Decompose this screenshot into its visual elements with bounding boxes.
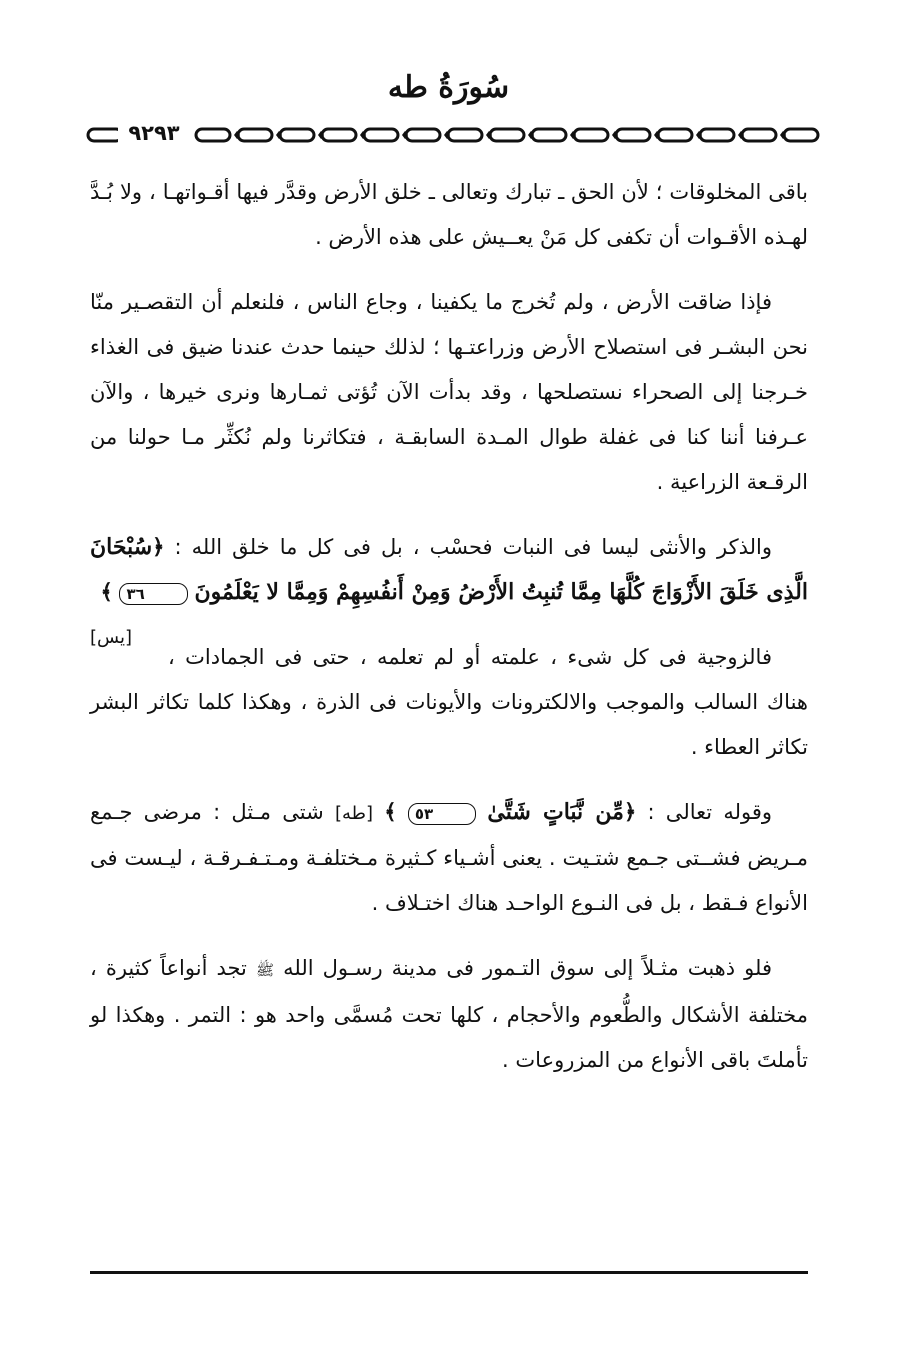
verse-open-bracket: ﴿: [623, 800, 637, 824]
paragraph-6-part-b: تجد أنواعاً كثيرة ، مختلفة الأشكال والطُّعوم والأحجام ، كلها تحت مُسمَّى واحد هو : التمر . وهكذا لو تأملتَ باقى الأنواع من المزروعات .: [90, 956, 808, 1072]
verse-close-bracket: ﴾: [100, 580, 113, 604]
verse-number: ٥٣: [408, 803, 476, 825]
paragraph-4: فالزوجية فى كل شىء ، علمته أو لم تعلمه ، حتى فى الجمادات ، هناك السالب والموجب والالكترونات والأيونات فى الذرة ، وهكذا كلما تكاثر البشر تكاثر العطاء .: [90, 645, 808, 759]
surah-title: سُورَةُ طه: [387, 70, 510, 105]
footer-divider: [90, 1271, 808, 1274]
paragraph-2: فإذا ضاقت الأرض ، ولم تُخرج ما يكفينا ، وجاع الناس ، فلنعلم أن التقصـير منّا نحن البشـر فى استصلاح الأرض وزراعتـها ؛ لذلك حينما حدث عندنا ضيق فى الغذاء خـرجنا إلى الصحراء نستصلحها ، وقد بدأت الآن تُؤتى ثمـارها ونرى خيرها ، والآن عـرفنا أننا كنا فى غفلة طوال المـدة السابقـة ، فتكاثرنا ولم نُكثِّر مـا حولنا من الرقـعة الزراعية .: [90, 290, 808, 494]
paragraph-5: [90, 790, 808, 926]
surah-reference: [طه]: [334, 803, 373, 824]
quran-verse: مِّن نَّبَاتٍ شَتَّىٰ: [487, 799, 624, 825]
quran-verse: سُبْحَانَ الَّذِى خَلَقَ الأَزْوَاجَ كُلَّهَا مِمَّا تُنبِتُ الأَرْضُ وَمِنْ أَنفُسِهِمْ وَمِمَّا لا يَعْلَمُونَ: [90, 534, 808, 605]
salutation-glyph: ﷺ: [255, 961, 275, 979]
paragraph-3-intro: والذكر والأنثى ليسا فى النبات فحسْب ، بل فى كل ما خلق الله :: [174, 535, 772, 559]
paragraph-5-intro: وقوله تعالى :: [647, 800, 773, 824]
verse-number: ٣٦: [119, 583, 187, 605]
verse-close-bracket: ﴾: [384, 800, 397, 824]
body-text: [90, 170, 808, 1103]
paragraph-1: باقى المخلوقات ؛ لأن الحق ـ تبارك وتعالى ـ خلق الأرض وقدَّر فيها أقـواتهـا ، ولا بُـدَّ لهـذه الأقـوات أن تكفى كل مَنْ يعــيش على هذه الأرض .: [90, 180, 808, 249]
paragraph-5-rest: شتى مـثل : مرضى جـمع مـريض فشــتى جـمع شتـيت . يعنى أشـياء كـثيرة مـختلفـة ومـتـفـرقـة ، ليـست فى الأنواع فـقط ، بل فى النـوع الواحـد هناك اختـلاف .: [90, 800, 808, 915]
decorative-border: [86, 124, 820, 146]
page-number: ٩٢٩٣: [118, 116, 190, 150]
paragraph-6: [90, 946, 808, 1083]
paragraph-6-part-a: فلو ذهبت مثـلاً إلى سوق التـمور فى مدينة رسـول الله: [283, 956, 772, 980]
verse-open-bracket: ﴿: [152, 535, 165, 559]
surah-reference: [يس]: [90, 627, 133, 648]
paragraph-3: [90, 525, 808, 648]
